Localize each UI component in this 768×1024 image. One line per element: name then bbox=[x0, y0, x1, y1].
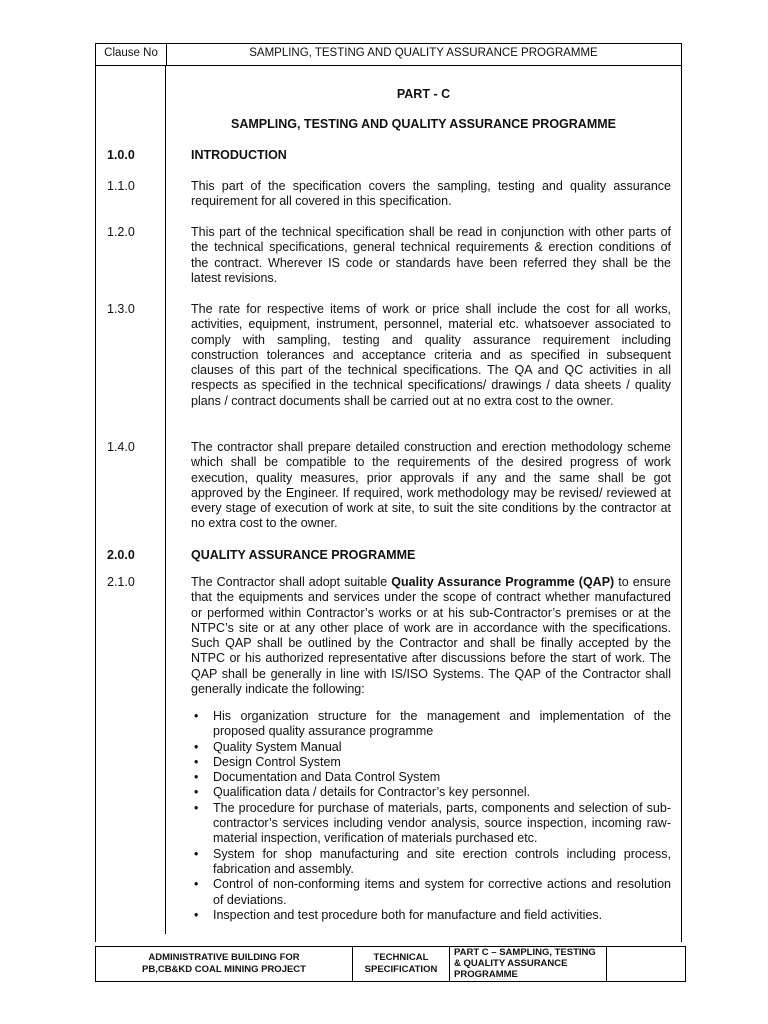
footer-part-line: PROGRAMME bbox=[454, 969, 518, 980]
list-item: • The procedure for purchase of materials, parts, components and selection of sub-contractor’s services including vendor analysis, source inspection, incoming raw-material inspection, verification of materials purchased etc. bbox=[191, 801, 671, 847]
page-footer bbox=[95, 946, 686, 982]
section-heading: INTRODUCTION bbox=[191, 148, 287, 162]
paragraph-text: The Contractor shall adopt suitable bbox=[191, 575, 392, 589]
list-item: • Qualification data / details for Contractor’s key personnel. bbox=[191, 785, 671, 800]
clause-number: 1.2.0 bbox=[107, 225, 135, 239]
qap-term: Quality Assurance Programme (QAP) bbox=[391, 575, 615, 589]
section-heading: QUALITY ASSURANCE PROGRAMME bbox=[191, 548, 416, 562]
frame-column-divider bbox=[165, 66, 166, 934]
list-item: • System for shop manufacturing and site erection controls including process, fabrication and assembly. bbox=[191, 847, 671, 878]
paragraph: This part of the technical specification shall be read in conjunction with other parts of the technical specifications, general technical requirements & erection conditions of the contract. Wherever IS code or standards have been referred they shall be the latest revisions. bbox=[191, 225, 671, 285]
footer-part bbox=[450, 947, 607, 981]
paragraph-text: to ensure that the equipments and services under the scope of contract whether manufactured or performed within Contractor’s works or at his sub-Contractor’s premises or at the NTPC’s site or at any other place of work are in accordance with the specifications. Such QAP shall be outlined by the Contractor and shall be finally accepted by the NTPC or his authorized representative after discussions before the start of work. The QAP shall be generally in line with IS/ISO Systems. The QAP of the Contractor shall generally indicate the following: bbox=[191, 575, 671, 697]
list-item: • Design Control System bbox=[191, 755, 671, 770]
footer-part-line: PART C – SAMPLING, TESTING bbox=[454, 947, 596, 958]
clause-number: 1.3.0 bbox=[107, 302, 135, 316]
clause-number: 2.1.0 bbox=[107, 575, 135, 589]
clause-number: 1.4.0 bbox=[107, 440, 135, 454]
paragraph: The rate for respective items of work or price shall include the cost for all works, activities, equipment, instrument, personnel, material etc. whatsoever associated to comply with sampling, testing and quality assurance requirement including construction tolerances and acceptance criteria and as specified in subsequent clauses of this part of the technical specifications. The QA and QC activities in all respects as specified in the technical specifications/ drawings / data sheets / quality plans / contract documents shall be carried out at no extra cost to the owner. bbox=[191, 302, 671, 408]
footer-project-line: ADMINISTRATIVE BUILDING FOR bbox=[148, 952, 300, 963]
page-header bbox=[95, 43, 682, 66]
list-item: • Quality System Manual bbox=[191, 740, 671, 755]
frame-left-border bbox=[95, 66, 96, 942]
list-item: • Documentation and Data Control System bbox=[191, 770, 671, 785]
paragraph: This part of the specification covers the sampling, testing and quality assurance requirement for all covered in this specification. bbox=[191, 179, 671, 209]
footer-project-line: PB,CB&KD COAL MINING PROJECT bbox=[142, 964, 306, 975]
frame-right-border bbox=[681, 66, 682, 942]
header-title: SAMPLING, TESTING AND QUALITY ASSURANCE PROGRAMME bbox=[249, 47, 598, 59]
list-item: • His organization structure for the management and implementation of the proposed quality assurance programme bbox=[191, 709, 671, 740]
qap-requirements-list bbox=[191, 709, 671, 923]
clause-number: 2.0.0 bbox=[107, 548, 135, 562]
paragraph bbox=[191, 575, 671, 697]
list-item: • Control of non-conforming items and system for corrective actions and resolution of deviations. bbox=[191, 877, 671, 908]
part-title: SAMPLING, TESTING AND QUALITY ASSURANCE PROGRAMME bbox=[231, 117, 616, 131]
footer-doc-line: SPECIFICATION bbox=[364, 964, 438, 975]
footer-doc-type bbox=[353, 947, 450, 981]
clause-number: 1.1.0 bbox=[107, 179, 135, 193]
clause-no-label: Clause No bbox=[96, 44, 167, 65]
footer-part-line: & QUALITY ASSURANCE bbox=[454, 958, 568, 969]
part-label: PART - C bbox=[396, 87, 451, 101]
footer-doc-line: TECHNICAL bbox=[373, 952, 429, 963]
footer-empty-cell bbox=[607, 947, 685, 981]
paragraph: The contractor shall prepare detailed construction and erection methodology scheme which shall be compatible to the requirements of the desired progress of work execution, quality measures, prior approvals if any and the same shall be got approved by the Engineer. If required, work methodology may be revised/ reviewed at every stage of execution of work at site, to suit the site conditions by the contractor at no extra cost to the owner. bbox=[191, 440, 671, 531]
footer-project bbox=[96, 947, 353, 981]
clause-number: 1.0.0 bbox=[107, 148, 135, 162]
list-item: • Inspection and test procedure both for manufacture and field activities. bbox=[191, 908, 671, 923]
